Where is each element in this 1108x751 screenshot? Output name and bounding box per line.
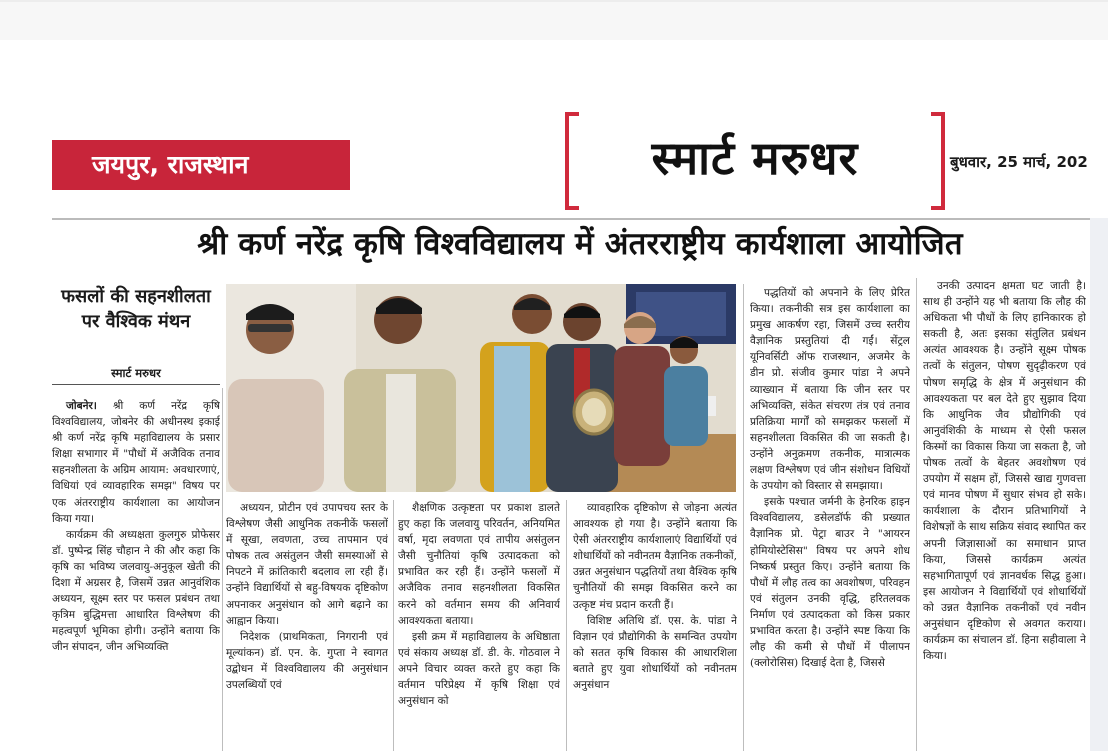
paragraph: व्यावहारिक दृष्टिकोण से जोड़ना अत्यंत आवश्यक हो गया है। उन्होंने बताया कि ऐसी अंतरराष्ट्रीय कार्यशालाएं विद्यार्थियों एवं शोधार्थियों को नवीनतम वैज्ञानिक तकनीकों, उन्नत अनुसंधान पद्धतियों तथा वैश्विक कृषि चुनौतियों की समझ विकसित करने का उत्कृष्ट मंच प्रदान करती हैं। [573,502,737,611]
location-banner: जयपुर, राजस्थान [52,140,350,190]
article-column-2 [226,500,388,751]
article-subheadline: फसलों की सहनशीलता पर वैश्विक मंथन [61,286,211,332]
article-byline: स्मार्ट मरुधर [111,366,161,380]
column-divider [566,500,567,751]
dateline: जोबनेर। [66,400,97,412]
article-column-3 [398,500,560,751]
article-column-6 [923,278,1086,751]
event-photo [226,284,736,492]
page-top-strip [0,0,1108,100]
paragraph: इसी क्रम में महाविद्यालय के अधिष्ठाता एवं संकाय अध्यक्ष डॉ. डी. के. गोठवाल ने अपने विचार व्यक्त करते हुए कहा कि वर्तमान परिप्रेक्ष्य में कृषि शिक्षा एवं अनुसंधान को [398,630,560,708]
column-divider [393,500,394,751]
article-column-4 [573,500,737,751]
brand-title: स्मार्ट मरुधर [651,131,859,185]
paragraph: विशिष्ट अतिथि डॉ. एस. के. पांडा ने विज्ञान एवं प्रौद्योगिकी के समन्वित उपयोग को सतत कृषि विकास की आधारशिला बताते हुए युवा शोधार्थियों को नवीनतम अनुसंधान [573,614,737,692]
byline-divider [52,384,220,385]
page-edge [1090,218,1108,751]
paragraph: कार्यक्रम की अध्यक्षता कुलगुरु प्रोफेसर डॉ. पुष्पेन्द्र सिंह चौहान ने की और कहा कि कृषि का भविष्य जलवायु-अनुकूल खेती की दिशा में अग्रसर है, जिसमें उन्नत आनुवंशिक अध्ययन, सूक्ष्म स्तर पर फसल प्रबंधन तथा कृत्रिम बुद्धिमत्ता आधारित विश्लेषण की महत्वपूर्ण भूमिका होगी। उन्होंने बताया कि जीन संपादन, जीन अभिव्यक्ति [52,528,220,654]
bracket-left-icon [565,112,579,210]
paragraph: इसके पश्चात जर्मनी के हेनरिक हाइन विश्वविद्यालय, डसेलडॉर्फ की प्रख्यात वैज्ञानिक प्रो. पेट्रा बाउर ने "आयरन होमियोस्टेसिस" विषय पर अपने शोध निष्कर्ष प्रस्तुत किए। उन्होंने बताया कि पौधों में लौह तत्व का अवशोषण, परिवहन एवं संतुलन उनकी वृद्धि, हरितलवक निर्माण एवं उत्पादकता को किस प्रकार प्रभावित करता है। उन्होंने स्पष्ट किया कि लौह की कमी से पौधों में पीलापन (क्लोरोसिस) दिखाई देता है, जिससे [750,496,910,670]
masthead [0,108,1108,218]
paragraph: श्री कर्ण नरेंद्र कृषि विश्वविद्यालय, जोबनेर की अधीनस्थ इकाई श्री कर्ण नरेंद्र कृषि महाविद्यालय के प्रसार शिक्षा सभागार में "पौधों में अजैविक तनाव सहनशीलता के अग्रिम आयाम: अवधारणाएं, विधियां एवं व्यावहारिक समझ" विषय पर एक अंतरराष्ट्रीय कार्यशाला का आयोजन किया गया। [52,400,220,525]
group-photo-icon [226,284,736,492]
paragraph: अध्ययन, प्रोटीन एवं उपापचय स्तर के विश्लेषण जैसी आधुनिक तकनीकें फसलों में सूखा, लवणता, उच्च तापमान एवं पोषक तत्व असंतुलन जैसी समस्याओं से निपटने में क्रांतिकारी बदलाव ला रही हैं। उन्होंने विद्यार्थियों से बहु-विषयक दृष्टिकोण अपनाकर अनुसंधान को आगे बढ़ाने का आह्वान किया। [226,502,388,627]
bracket-right-icon [931,112,945,210]
newspaper-brand [565,108,945,218]
column-divider [743,284,744,751]
paragraph: निदेशक (प्राथमिकता, निगरानी एवं मूल्यांकन) डॉ. एन. के. गुप्ता ने स्वागत उद्बोधन में विश्वविद्यालय की अनुसंधान उपलब्धियों एवं [226,630,388,692]
issue-date: बुधवार, 25 मार्च, 202 [950,153,1088,171]
article-column-5 [750,285,910,751]
article-headline: श्री कर्ण नरेंद्र कृषि विश्वविद्यालय में अंतरराष्ट्रीय कार्यशाला आयोजित [197,226,963,262]
column-divider [222,388,223,751]
paragraph: पद्धतियों को अपनाने के लिए प्रेरित किया। तकनीकी सत्र इस कार्यशाला का प्रमुख आकर्षण रहा, जिसमें उच्च स्तरीय वैज्ञानिक प्रस्तुतियां दी गईं। सेंट्रल यूनिवर्सिटी ऑफ राजस्थान, अजमेर के डीन प्रो. संजीव कुमार पांडा ने अपने व्याख्यान में बताया कि जीन स्तर पर अभिव्यक्ति, संकेत संचरण तंत्र एवं तनाव प्रतिक्रिया मार्गों को समझकर फसलों में सहनशीलता विकसित की जा सकती है। उन्होंने अनुक्रमण तकनीक, मात्रात्मक लक्षण विश्लेषण एवं जीन संशोधन विधियों के उपयोग को विस्तार से समझाया। [750,287,910,493]
column-divider [916,278,917,751]
article-column-1 [52,398,220,751]
paragraph: उनकी उत्पादन क्षमता घट जाती है। साथ ही उन्होंने यह भी बताया कि लौह की अधिकता भी पौधों के लिए हानिकारक हो सकती है, अतः इसका संतुलित प्रबंधन अत्यंत आवश्यक है। उन्होंने सूक्ष्म पोषक तत्वों के संतुलन, पोषण सुदृढ़ीकरण एवं पोषण समृद्धि के क्षेत्र में अनुसंधान की आवश्यकता पर बल देते हुए सुझाव दिया कि आधुनिक जैव प्रौद्योगिकी एवं आनुवंशिकी के माध्यम से ऐसी फसल किस्मों का विकास किया जा सकता है, जो पोषक तत्वों के बेहतर अवशोषण एवं उपयोग में सक्षम हों, जिससे खाद्य गुणवत्ता एवं मानव पोषण में सुधार संभव हो सके। कार्यशाला के दौरान प्रतिभागियों ने विशेषज्ञों के साथ सक्रिय संवाद स्थापित कर अपनी जिज्ञासाओं का समाधान प्राप्त किया, जिससे कार्यक्रम अत्यंत सहभागितापूर्ण एवं ज्ञानवर्धक सिद्ध हुआ। इस आयोजन ने विद्यार्थियों एवं शोधार्थियों को उन्नत वैज्ञानिक तकनीकों एवं नवीन अनुसंधान दृष्टिकोण से अवगत कराया। कार्यक्रम का संचालन डॉ. हिना सहीवाला ने किया। [923,280,1086,663]
paragraph: शैक्षणिक उत्कृष्टता पर प्रकाश डालते हुए कहा कि जलवायु परिवर्तन, अनियमित वर्षा, मृदा लवणता एवं तापीय असंतुलन जैसी चुनौतियां कृषि उत्पादकता को प्रभावित कर रही हैं। उन्होंने फसलों में अजैविक तनाव सहनशीलता विकसित करने को वर्तमान समय की अनिवार्य आवश्यकता बताया। [398,502,560,627]
masthead-rule [52,218,1108,220]
